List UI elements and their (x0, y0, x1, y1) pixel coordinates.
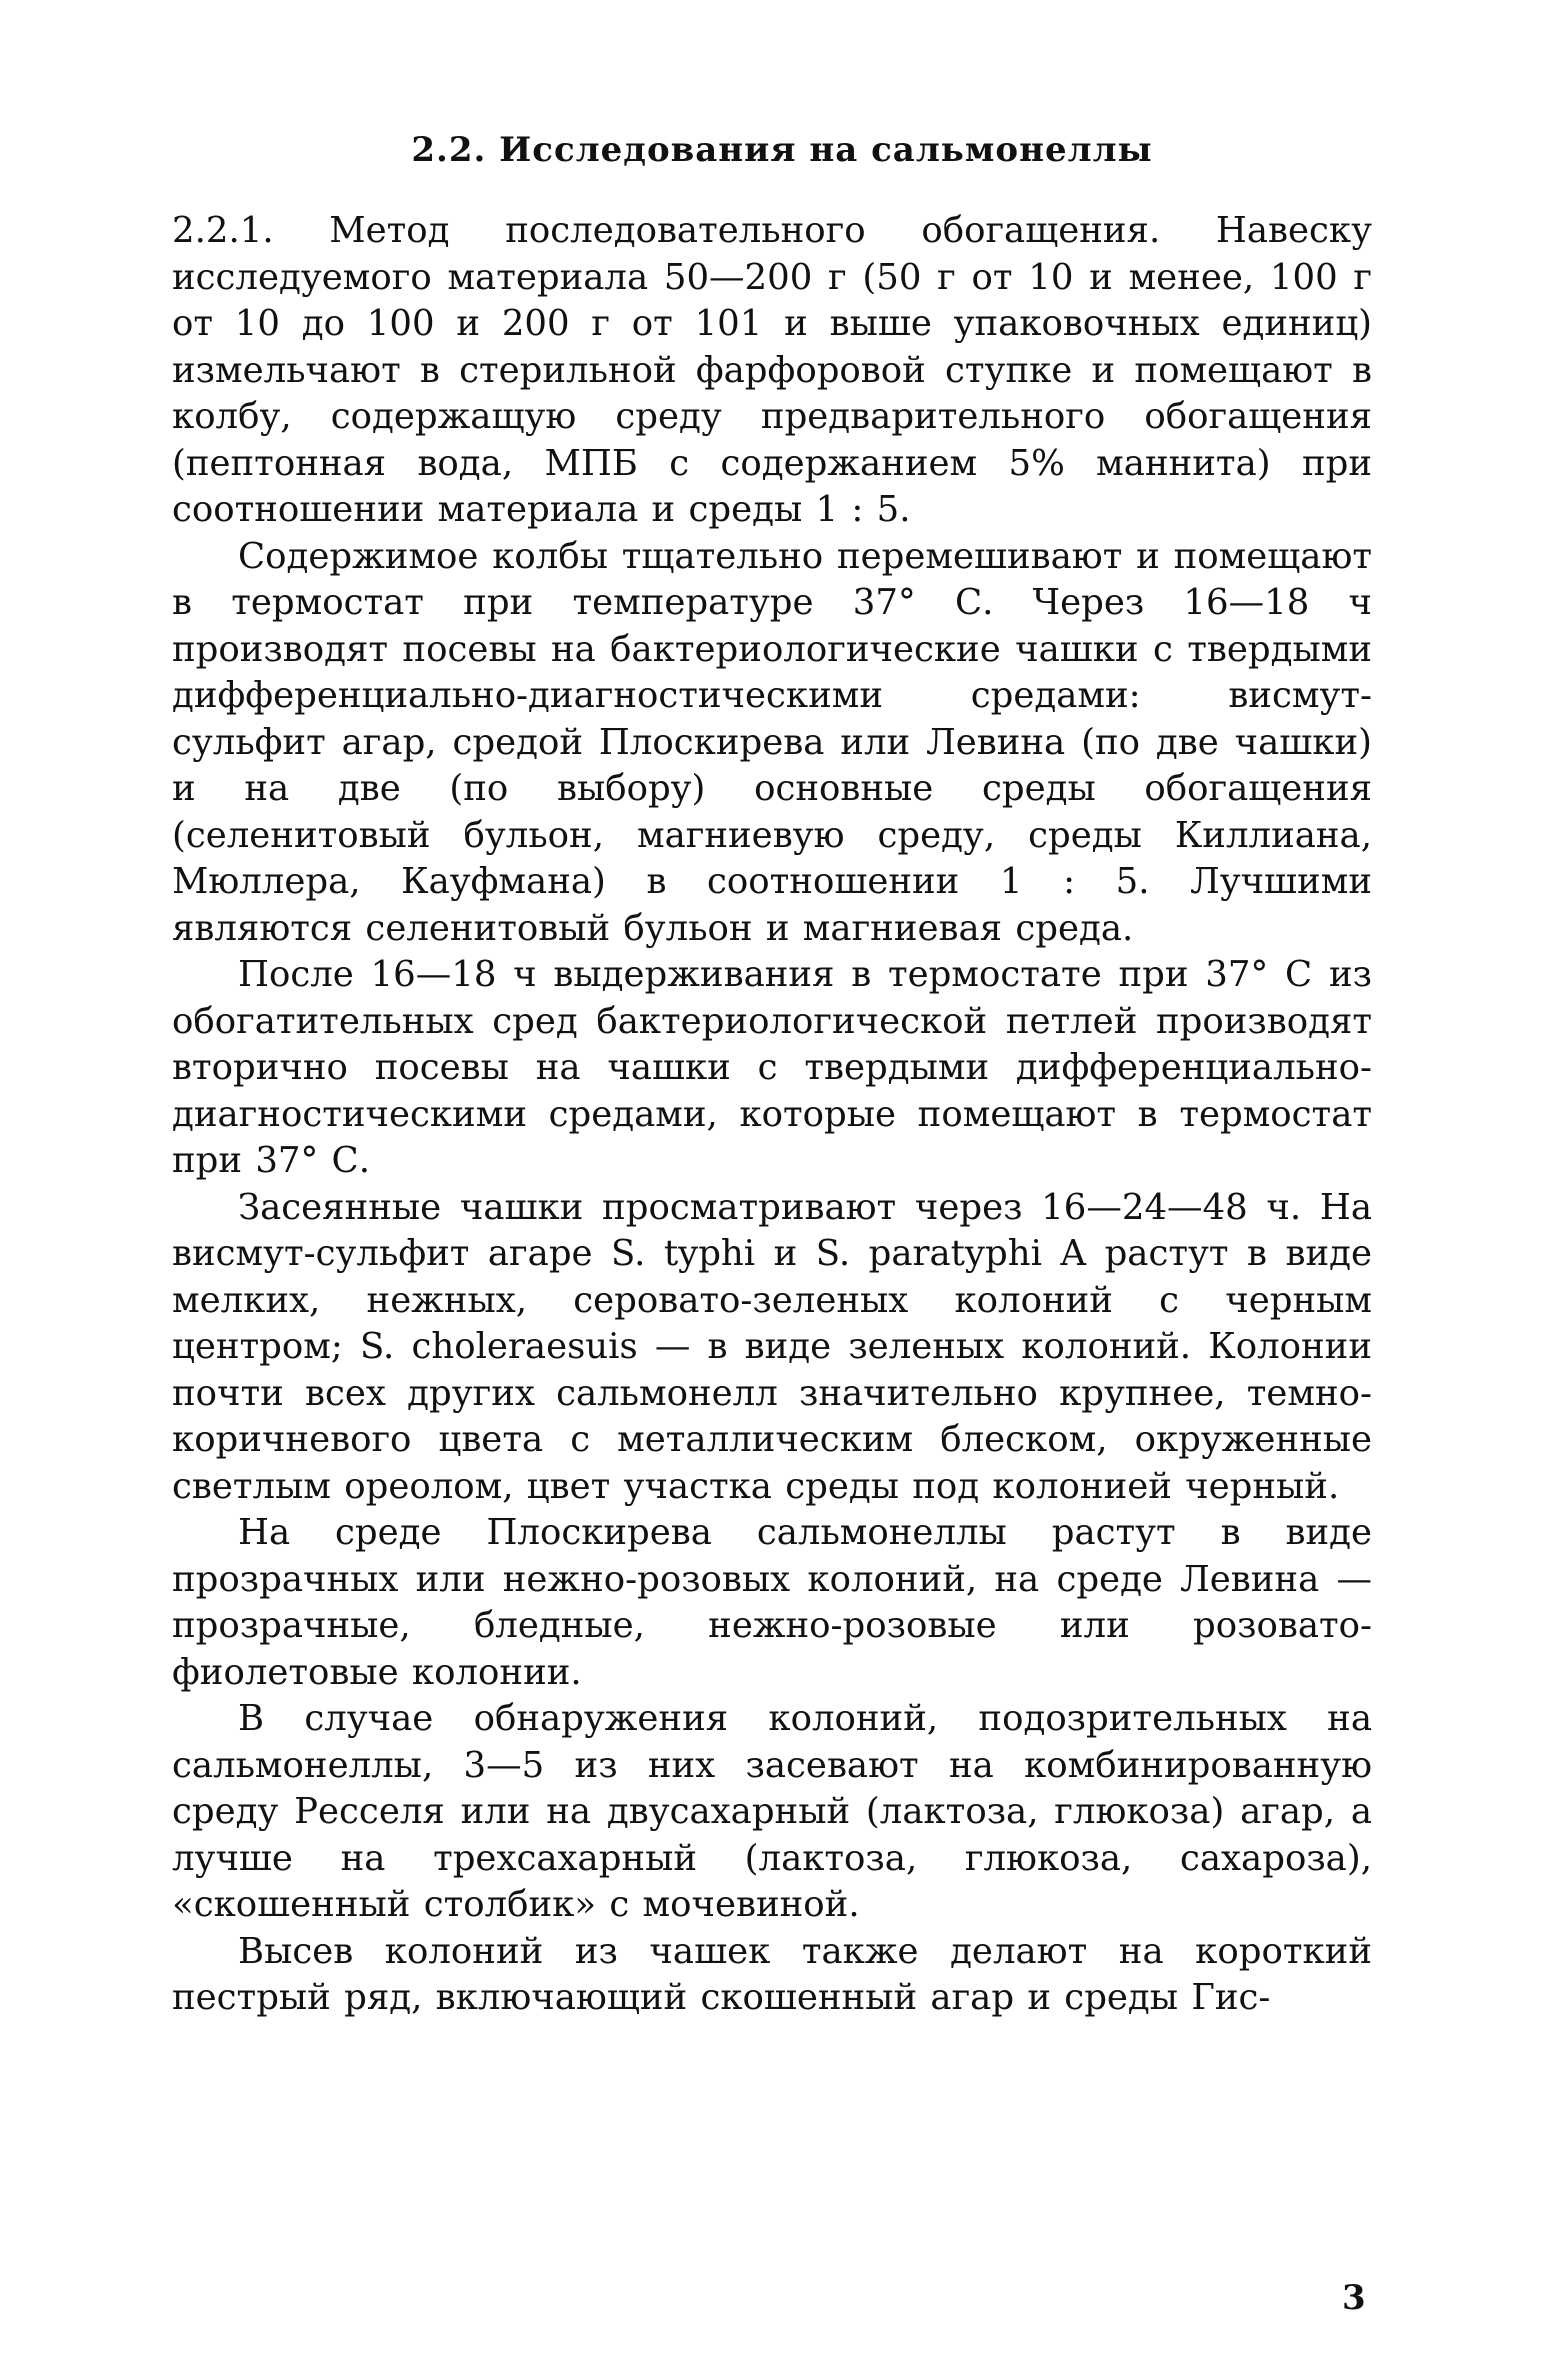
section-title: 2.2. Исследования на сальмонеллы (411, 130, 1153, 170)
document-page (172, 130, 1372, 2022)
paragraph-colony-subculture: Высев колоний из чашек также делают на короткий пестрый ряд, включающий скошенный агар и среды Гис- (172, 1930, 1372, 2018)
paragraph-suspicious-colonies: В случае обнаружения колоний, подозрительных на сальмонеллы, 3—5 из них засевают на комбинированную среду Ресселя или на двусахарный (лактоза, глюкоза) агар, а лучше на трехсахарный (лактоза, глюкоза, сахароза), «скошенный столбик» с мочевиной. (172, 1698, 1372, 1925)
paragraph-ploskirev-medium: На среде Плоскирева сальмонеллы растут в виде прозрачных или нежно-розовых колоний, на среде Левина — прозрачные, бледные, нежно-розовые или розовато-фиолетовые колонии. (172, 1512, 1372, 1693)
paragraph-secondary-seeding: После 16—18 ч выдерживания в термостате при 37° С из обогатительных сред бактериологической петлей производят вторично посевы на чашки с твердыми дифференциально-диагностическими средами, которые помещают в термостат при 37° С. (172, 954, 1372, 1181)
page-number: 3 (1342, 2278, 1366, 2318)
paragraph-method: 2.2.1. Метод последовательного обогащения. Навеску исследуемого материала 50—200 г (50 г от 10 и менее, 100 г от 10 до 100 и 200 г от 101 и выше упаковочных единиц) измельчают в стерильной фарфоровой ступке и помещают в колбу, содержащую среду предварительного обогащения (пептонная вода, МПБ с содержанием 5% маннита) при соотношении материала и среды 1 : 5. (172, 210, 1372, 530)
paragraph-incubation: Содержимое колбы тщательно перемешивают и помещают в термостат при температуре 37° С. Через 16—18 ч производят посевы на бактериологические чашки с твердыми дифференциально-диагностическими средами: висмут-сульфит агар, средой Плоскирева или Левина (по две чашки) и на две (по выбору) основные среды обогащения (селенитовый бульон, магниевую среду, среды Киллиана, Мюллера, Кауфмана) в соотношении 1 : 5. Лучшими являются селенитовый бульон и магниевая среда. (172, 535, 1372, 949)
paragraph-plate-inspection: Засеянные чашки просматривают через 16—24—48 ч. На висмут-сульфит агаре S. typhi и S. paratyphi A растут в виде мелких, нежных, серовато-зеленых колоний с черным центром; S. choleraesuis — в виде зеленых колоний. Колонии почти всех других сальмонелл значительно крупнее, темно-коричневого цвета с металлическим блеском, окруженные светлым ореолом, цвет участка среды под колонией черный. (172, 1186, 1372, 1507)
